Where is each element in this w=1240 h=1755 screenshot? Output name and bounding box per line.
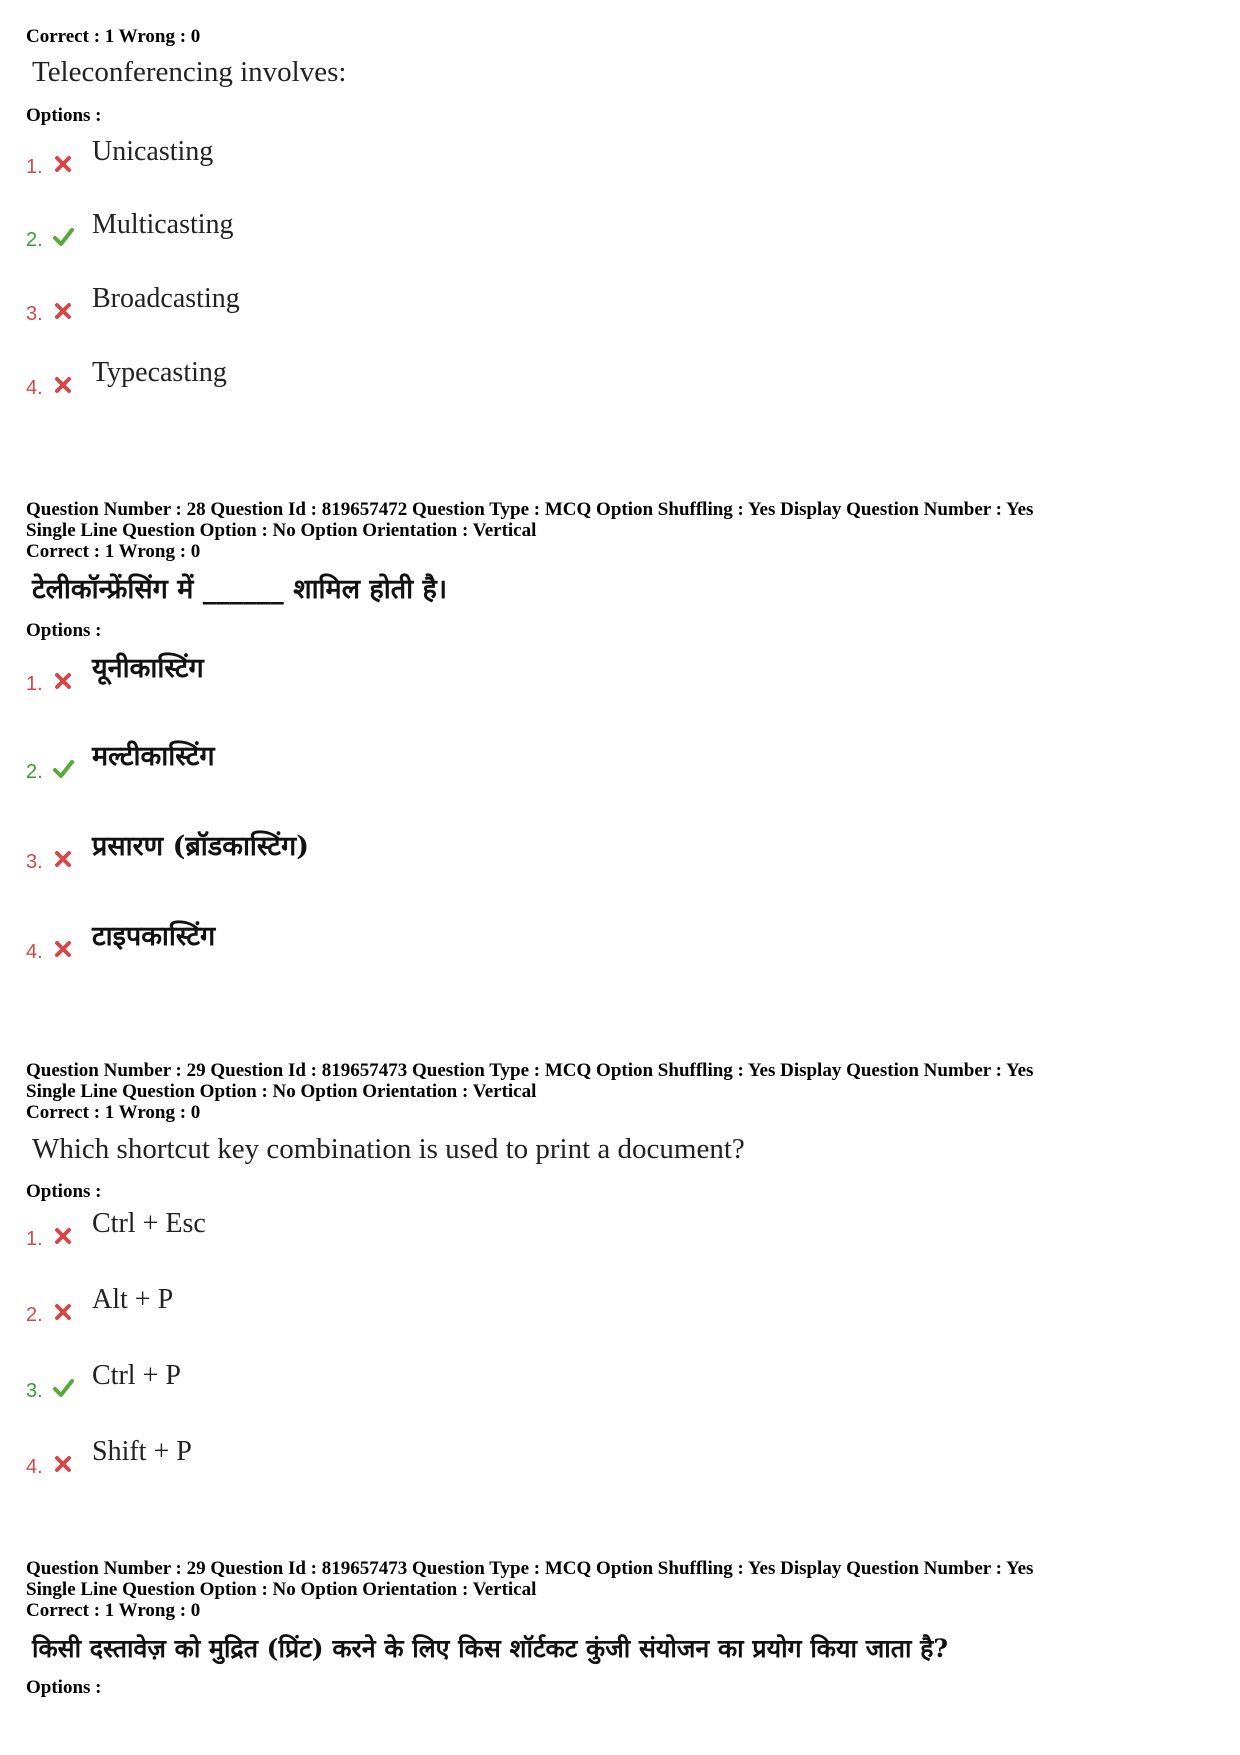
question-text: किसी दस्तावेज़ को मुद्रित (प्रिंट) करने के लिए किस शॉर्टकट कुंजी संयोजन का प्रयोग किया जाता है? [32, 1634, 949, 1663]
cross-icon [52, 374, 74, 396]
option-text: मल्टीकास्टिंग [92, 741, 215, 772]
option-text: Alt + P [92, 1284, 174, 1315]
question-meta-line1: Question Number : 29 Question Id : 819657473 Question Type : MCQ Option Shuffling : Yes Display Question Number : Yes [26, 1558, 1034, 1579]
option-text: Unicasting [92, 136, 214, 167]
option-item [26, 1361, 626, 1401]
option-text: Shift + P [92, 1436, 192, 1467]
option-item [26, 922, 626, 962]
question-meta-line2: Single Line Question Option : No Option Orientation : Vertical [26, 1579, 537, 1600]
cross-icon [52, 1301, 74, 1323]
question-text: Teleconferencing involves: [32, 56, 347, 88]
cross-icon [52, 670, 74, 692]
options-list [26, 1203, 1216, 1503]
option-number: 2. [26, 1304, 43, 1326]
options-label: Options : [26, 1677, 102, 1698]
option-item [26, 137, 626, 177]
option-item [26, 1285, 626, 1325]
score-line: Correct : 1 Wrong : 0 [26, 541, 201, 562]
score-line: Correct : 1 Wrong : 0 [26, 26, 201, 47]
question-block [26, 26, 1216, 447]
option-item [26, 654, 626, 694]
option-text: Typecasting [92, 357, 227, 388]
option-number: 4. [26, 377, 43, 399]
score-line: Correct : 1 Wrong : 0 [26, 1600, 201, 1621]
cross-icon [52, 938, 74, 960]
score-line: Correct : 1 Wrong : 0 [26, 1102, 201, 1123]
cross-icon [52, 848, 74, 870]
option-number: 4. [26, 941, 43, 963]
options-list [26, 642, 1216, 972]
option-text: Ctrl + P [92, 1360, 181, 1391]
cross-icon [52, 153, 74, 175]
question-meta-line2: Single Line Question Option : No Option Orientation : Vertical [26, 1081, 537, 1102]
question-meta-line1: Question Number : 28 Question Id : 819657472 Question Type : MCQ Option Shuffling : Yes Display Question Number : Yes [26, 499, 1034, 520]
option-text: Broadcasting [92, 283, 240, 314]
option-number: 1. [26, 1228, 43, 1250]
option-text: Multicasting [92, 209, 234, 240]
check-icon [52, 758, 74, 780]
question-meta-line1: Question Number : 29 Question Id : 819657473 Question Type : MCQ Option Shuffling : Yes Display Question Number : Yes [26, 1060, 1034, 1081]
option-number: 1. [26, 673, 43, 695]
question-block [26, 499, 1216, 972]
option-item [26, 358, 626, 398]
options-label: Options : [26, 105, 102, 126]
option-number: 2. [26, 761, 43, 783]
option-text: Ctrl + Esc [92, 1208, 206, 1239]
question-block [26, 1558, 1216, 1699]
option-number: 2. [26, 229, 43, 251]
options-list [26, 127, 1216, 447]
option-item [26, 832, 626, 872]
option-item [26, 284, 626, 324]
options-label: Options : [26, 1181, 102, 1202]
check-icon [52, 226, 74, 248]
option-number: 3. [26, 303, 43, 325]
option-item [26, 210, 626, 250]
question-text: टेलीकॉन्फ्रेंसिंग में ______ शामिल होती है। [32, 574, 448, 605]
options-label: Options : [26, 620, 102, 641]
option-text: यूनीकास्टिंग [92, 653, 204, 684]
question-meta-line2: Single Line Question Option : No Option Orientation : Vertical [26, 520, 537, 541]
option-item [26, 1437, 626, 1477]
option-item [26, 742, 626, 782]
option-item [26, 1209, 626, 1249]
cross-icon [52, 1225, 74, 1247]
option-number: 3. [26, 1380, 43, 1402]
option-number: 3. [26, 851, 43, 873]
cross-icon [52, 1453, 74, 1475]
question-block [26, 1060, 1216, 1503]
cross-icon [52, 300, 74, 322]
option-number: 1. [26, 156, 43, 178]
option-number: 4. [26, 1456, 43, 1478]
question-text: Which shortcut key combination is used to print a document? [32, 1133, 745, 1165]
option-text: टाइपकास्टिंग [92, 921, 216, 952]
check-icon [52, 1377, 74, 1399]
option-text: प्रसारण (ब्रॉडकास्टिंग) [92, 831, 310, 862]
